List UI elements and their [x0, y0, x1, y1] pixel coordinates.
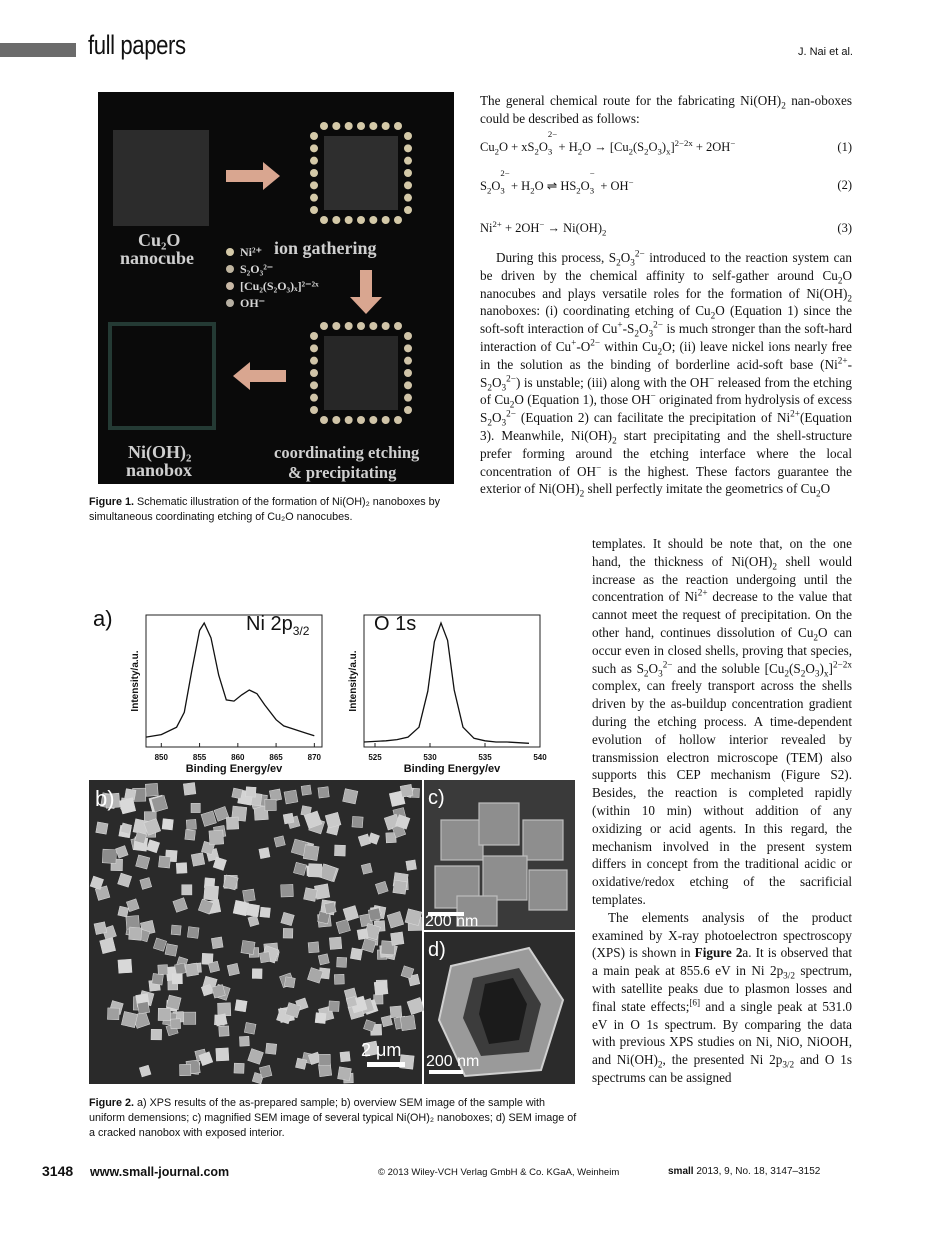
nanocube-particle	[308, 942, 319, 953]
nanocube-particle	[176, 863, 187, 874]
ion-bubble	[357, 122, 365, 130]
y-axis-label: Intensity/a.u.	[348, 650, 359, 712]
ion-bubble	[310, 381, 318, 389]
scale-label-c: 200 nm	[425, 913, 479, 930]
plot-title: Ni $2p_{3/2}$	[246, 613, 310, 638]
ion-bubble	[404, 206, 412, 214]
nanocube-particle	[244, 1022, 256, 1034]
ion-bubble	[382, 216, 390, 224]
nanocube-particle	[158, 965, 168, 975]
x-tick-label: 860	[231, 753, 245, 762]
panel-c-label: c)	[428, 787, 445, 809]
nanocube-particle	[266, 1043, 277, 1054]
nanocube-particle	[118, 959, 132, 973]
nanocube-particle	[400, 784, 413, 797]
nanocube-particle	[186, 819, 196, 829]
figure-1-schematic	[98, 92, 454, 484]
ion-bubble	[320, 122, 328, 130]
ion-bubble	[320, 322, 328, 330]
nanocube-particle	[94, 922, 107, 935]
nanocube-particle	[303, 845, 319, 861]
nanocube-particle	[219, 1026, 229, 1036]
nanocube-particle	[318, 954, 329, 965]
nanocube-particle	[208, 961, 219, 972]
ion-bubble	[332, 122, 340, 130]
nanocube-particle	[241, 940, 255, 954]
nanocube-particle	[102, 849, 116, 863]
nanocube-particle	[165, 944, 178, 957]
nanocube-particle	[259, 848, 270, 859]
ion-bubble	[382, 122, 390, 130]
legend-s2o3: S₂O₃²⁻	[240, 262, 274, 276]
nanocube-particle	[318, 787, 329, 798]
nanocube-particle	[121, 823, 132, 834]
nanocube-particle	[191, 853, 205, 867]
nanocube-particle	[400, 1015, 415, 1030]
nanocube-particle	[166, 995, 181, 1010]
ion-bubble	[310, 169, 318, 177]
nanocube-particle	[211, 937, 223, 949]
ion-bubble	[404, 194, 412, 202]
ion-bubble	[382, 416, 390, 424]
ion-bubble	[310, 132, 318, 140]
x-tick-label: 540	[533, 753, 547, 762]
ion-bubble	[369, 416, 377, 424]
copyright-line: © 2013 Wiley-VCH Verlag GmbH & Co. KGaA, Weinheim	[378, 1167, 620, 1178]
label-cu2o: Cu₂O	[138, 230, 181, 250]
nanocube-particle	[346, 996, 357, 1007]
nanocube-particle	[183, 783, 196, 796]
nanocube-particle	[357, 929, 368, 940]
nanocube-particle	[405, 909, 422, 926]
scale-bar-d	[429, 1070, 463, 1074]
nanocube-particle	[235, 1000, 247, 1012]
label-coordinating-etching: coordinating etching	[274, 443, 420, 462]
nanocube-particle	[209, 830, 224, 845]
label-ion-gathering: ion gathering	[274, 238, 377, 258]
nanocube-particle	[281, 884, 294, 897]
nanocube-particle	[172, 974, 182, 984]
nanocube-particle	[107, 1008, 119, 1020]
y-axis-label: Intensity/a.u.	[130, 650, 141, 712]
header-bar	[0, 43, 76, 57]
nanocube-particle	[393, 880, 407, 894]
nanocube-particle	[337, 957, 347, 967]
paragraph-cep-mechanism: During this process, $S_2O_3^{2-}$ introduced to the reaction system can be driven by the chemical affinity to self-gather around $Cu_2O$ nanocubes and plays versatile roles for the formation of $Ni(OH)_2$ nanoboxes: (i) coordinating etching of $Cu_2O$ (Equation 1) since the soft-soft interaction of $Cu^+-S_2O_3^{2-}$ is much stronger than the soft-hard interaction of $Cu^+-O^{2-}$ within $Cu_2O$; (ii) leave nickel ions nearly free in the solution as the binding of borderline acid-soft base $(Ni^{2+}-S_2O_3^{2-})$ is unstable; (iii) along with the OH− released from the etching of $Cu_2O$ (Equation 1), those OH− originated from hydrolysis of excess $S_2O_3^{2-}$ (Equation 2) can facilitate the precipitation of $Ni^{2+}(Equation$ 3). Meanwhile, $Ni(OH)_2$ start precipitating and the shell-structure prefer forming around the etching interface where the local concentration of OH− is the highest. These factors guarantee the exterior of $Ni(OH)_2$ shell perfectly imitate the geometrics of $Cu_2O$	[480, 248, 853, 499]
ion-bubble	[345, 322, 353, 330]
nanocube-particle	[158, 1008, 171, 1021]
nanocube-particle	[215, 1014, 227, 1026]
ion-bubble	[394, 416, 402, 424]
paragraph-continued: templates. It should be note that, on the one hand, the thickness of $Ni(OH)_2$ shell would increase as the reaction undergoing until the concentration of $Ni^{2+}$ decrease to the value that cannot meet the request of precipitation. On the other hand, continues dissolution of $Cu_2O$ can occur even in closed shells, proving that species, such as $S_2O_3^{2-}$ and the soluble $[Cu_2(S_2O_3)_x]^{2-2x}$ complex, can freely transport across the shells driven by the as-buildup concentration gradient during the etching process. A time-dependent evolution of hollow interior revealed by transmission electron microscope (TEM) also supports this CEP mechanism (Figure S2). Besides, the reaction is completed rapidly (within 10 min) without addition of any oxidizing or acid agents. In this regard, the mechanism involved in the present system differs in concept from the traditional acidic or oxidative/redox etching of the sacrificial templates. The elements analysis of the product examined by X-ray photoelectron spectroscopy (XPS) is shown in Figure 2a. It is observed that a main peak at 855.6 eV in Ni $2p_{3/2}$ spectrum, with satellite peaks due to plasmon losses and final state effects;[6] and a single peak at 531.0 eV in O 1s spectrum. By comparing the data with previous XPS studies on Ni, NiO, NiOOH, and $Ni(OH)_2$, the presented Ni $2p_{3/2}$ and O 1s spectrums can be assigned	[592, 536, 853, 1085]
nanocube-particle	[319, 1054, 331, 1066]
legend-complex: [Cu₂(S₂O₃)ₓ]²⁻²ˣ	[240, 279, 319, 293]
nanocube-particle	[175, 963, 186, 974]
nanocube-particle	[334, 974, 344, 984]
nanocube-particle	[265, 799, 276, 810]
ion-bubble	[332, 216, 340, 224]
nanocube-particle	[406, 860, 417, 871]
nanocube-particle	[187, 927, 199, 939]
x-tick-label: 855	[192, 753, 207, 762]
ion-bubble	[394, 216, 402, 224]
ion-bubble	[369, 122, 377, 130]
ion-bubble	[394, 322, 402, 330]
nanocube-particle	[100, 938, 116, 954]
ion-bubble	[332, 416, 340, 424]
nanocube-particle	[184, 1012, 196, 1024]
ion-bubble	[404, 344, 412, 352]
nanocube-particle	[171, 925, 181, 935]
label-nanobox: nanobox	[126, 460, 193, 480]
x-tick-label: 530	[423, 753, 437, 762]
nanocube-particle	[182, 885, 192, 895]
nanocube-particle	[216, 1048, 229, 1061]
nanocube-particle	[239, 1036, 249, 1046]
equation-1-number: (1)	[837, 140, 852, 154]
nanocube-particle	[283, 928, 293, 938]
nanocube-particle	[185, 830, 196, 841]
journal-url: www.small-journal.com	[90, 1165, 230, 1179]
nanocube-particle	[259, 1065, 272, 1078]
nanocube-particle	[233, 900, 249, 916]
ion-bubble	[310, 369, 318, 377]
panel-b-label: b)	[95, 786, 115, 811]
nanocube-particle	[334, 845, 345, 856]
ion-bubble	[310, 157, 318, 165]
label-precipitating: & precipitating	[288, 463, 397, 482]
nanocube-particle	[352, 816, 363, 827]
ion-bubble	[345, 216, 353, 224]
nanocube-particle	[259, 952, 270, 963]
nanocube-particle	[329, 1001, 340, 1012]
ion-bubble	[369, 322, 377, 330]
nanocube-particle	[368, 908, 381, 921]
section-title: full papers	[88, 30, 186, 60]
x-tick-label: 535	[478, 753, 492, 762]
nanocube-particle	[350, 948, 362, 960]
ion-bubble	[332, 322, 340, 330]
ion-bubble	[404, 369, 412, 377]
legend-oh: OH⁻	[240, 296, 266, 310]
nanocube-particle	[191, 803, 200, 812]
x-tick-label: 870	[307, 753, 322, 762]
ion-bubble	[357, 216, 365, 224]
ion-bubble	[404, 157, 412, 165]
ion-bubble	[310, 206, 318, 214]
nanocube-particle	[129, 927, 142, 940]
nanocube-particle	[204, 885, 219, 900]
x-axis-label: Binding Energy/ev	[185, 763, 283, 775]
equation-2-number: (2)	[837, 178, 852, 192]
equation-2: $S_2O_3$ 2− + $H_2O$ ⇌ $HS_2O_3$ − + OH− (2)	[480, 168, 852, 196]
ion-bubble	[310, 181, 318, 189]
equation-3-number: (3)	[837, 221, 852, 235]
nanocube-particle	[120, 798, 136, 814]
ion-bubble	[320, 416, 328, 424]
ion-bubble	[369, 216, 377, 224]
figure-2	[89, 600, 575, 1084]
scale-bar-b	[367, 1062, 405, 1067]
ion-bubble	[345, 416, 353, 424]
page-number: 3148	[42, 1163, 74, 1179]
figure-2-caption: Figure 2. a) XPS results of the as-prepared sample; b) overview SEM image of the sample with uniform demensions; c) magnified SEM image of several typical Ni(OH)₂ nanoboxes; d) SEM image of a cracked nanobox with exposed interior.	[89, 1097, 577, 1139]
nanocube-particle	[145, 783, 158, 796]
ion-bubble	[310, 332, 318, 340]
ion-bubble	[320, 216, 328, 224]
ion-bubble	[404, 394, 412, 402]
x-axis-label: Binding Energy/ev	[403, 763, 501, 775]
nanocube-particle	[226, 817, 239, 830]
nanocube-particle	[374, 981, 388, 995]
nanocube-particle	[274, 836, 285, 847]
citation-line: small 2013, 9, No. 18, 3147–3152	[668, 1166, 821, 1177]
ion-bubble	[394, 122, 402, 130]
nanocube-particle	[283, 813, 294, 824]
nanocube-particle	[304, 888, 318, 902]
ion-bubble	[404, 381, 412, 389]
ion-bubble	[404, 144, 412, 152]
figure-2-canvas	[89, 600, 575, 1084]
nanocube-particle	[390, 1006, 402, 1018]
ion-bubble	[310, 194, 318, 202]
nanocube-particle	[284, 790, 298, 804]
label-nioh2: Ni(OH)₂	[128, 442, 192, 462]
plot-title: O 1s	[374, 613, 417, 635]
nanocube-particle	[252, 969, 262, 979]
nanocube-particle	[329, 937, 342, 950]
scale-label-b: 2 μm	[361, 1040, 402, 1060]
figure-1-caption: Figure 1. Schematic illustration of the formation of Ni(OH)₂ nanoboxes by simultaneous coordinating etching of Cu₂O nanocubes.	[89, 496, 441, 523]
label-nanocube: nanocube	[120, 248, 195, 268]
nanocube-particle	[162, 819, 173, 830]
nanocube-particle	[400, 1055, 415, 1070]
nanocube-particle	[308, 864, 321, 877]
nanocube-particle	[391, 932, 404, 945]
ion-bubble	[404, 357, 412, 365]
nanocube-particle	[158, 856, 170, 868]
nanocube-particle	[185, 963, 198, 976]
scale-label-d: 200 nm	[426, 1053, 480, 1070]
nanocube-particle	[234, 1063, 244, 1073]
nanocube-particle	[301, 785, 311, 795]
ion-bubble	[382, 322, 390, 330]
x-tick-label: 865	[269, 753, 283, 762]
nanocube-particle	[295, 1058, 306, 1069]
ion-bubble	[357, 322, 365, 330]
nanocube-particle	[361, 863, 372, 874]
equation-1: $Cu_2O + xS_2O_3$ 2− + $H_2O \to [Cu_2(S_2O_3)_x]^{2-2x} + 2OH^-$ (1)	[480, 129, 852, 157]
nanocube-particle	[343, 789, 358, 804]
nanocube-particle	[121, 1011, 137, 1027]
ion-bubble	[310, 144, 318, 152]
ion-bubble	[310, 394, 318, 402]
nanocube-particle	[338, 1067, 352, 1081]
panel-a-label: a)	[93, 606, 113, 631]
nanocube-particle	[96, 822, 108, 834]
ion-bubble	[404, 132, 412, 140]
ion-bubble	[404, 406, 412, 414]
intro-paragraph: The general chemical route for the fabricating $Ni(OH)_2$ nan-oboxes could be described as follows:	[480, 93, 852, 126]
nanocube-particle	[151, 1029, 162, 1040]
nanocube-particle	[232, 788, 243, 799]
ion-bubble	[404, 332, 412, 340]
nanocube-particle	[247, 904, 260, 917]
nanocube-particle	[227, 963, 239, 975]
ion-bubble	[404, 181, 412, 189]
equation-3: $Ni^{2+} + 2OH^- \to Ni(OH)_2$ (3)	[480, 218, 852, 238]
panel-d-label: d)	[428, 939, 446, 961]
nanocube-particle	[315, 1013, 326, 1024]
ion-bubble	[345, 122, 353, 130]
nanocube-particle	[243, 889, 256, 902]
nanocube-particle	[340, 1052, 350, 1062]
ion-bubble	[357, 416, 365, 424]
legend-ni: Ni²⁺	[240, 245, 262, 259]
ion-bubble	[404, 169, 412, 177]
ion-bubble	[310, 357, 318, 365]
cu2o-nanocube	[113, 130, 209, 226]
ion-bubble	[310, 406, 318, 414]
nanocube-particle	[246, 787, 256, 797]
running-author: J. Nai et al.	[797, 46, 853, 58]
nanocube-particle	[324, 902, 336, 914]
nanocube-particle	[137, 1002, 149, 1014]
nanocube-particle	[180, 1064, 191, 1075]
nanocube-particle	[171, 1019, 181, 1029]
x-tick-label: 850	[154, 753, 168, 762]
x-tick-label: 525	[368, 753, 382, 762]
nanocube-particle	[152, 973, 164, 985]
nanocube-particle	[284, 977, 295, 988]
ion-bubble	[310, 344, 318, 352]
nanocube-particle	[118, 906, 129, 917]
nanocube-particle	[260, 907, 271, 918]
